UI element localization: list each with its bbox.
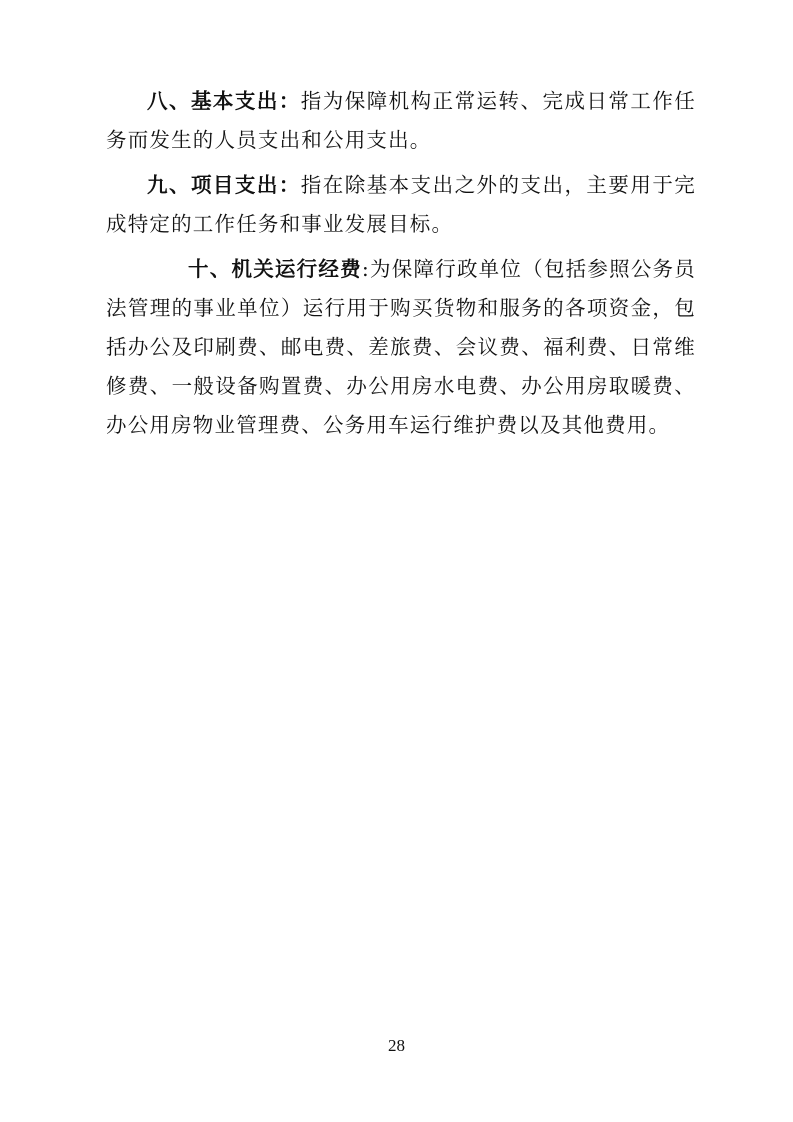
term-project-expenditure: 九、项目支出： (147, 173, 301, 197)
definition-project-expenditure: 指在除基本支出之外的支出，主要用于完成特定的工作任务和事业发展目标。 (106, 173, 696, 236)
term-basic-expenditure: 八、基本支出： (147, 89, 301, 113)
document-body (106, 82, 696, 451)
paragraph-operating-funds (106, 250, 696, 445)
paragraph-project-expenditure (106, 166, 696, 244)
term-operating-funds: 十、机关运行经费 (188, 257, 362, 281)
definition-basic-expenditure: 指为保障机构正常运转、完成日常工作任务而发生的人员支出和公用支出。 (106, 89, 696, 152)
paragraph-basic-expenditure (106, 82, 696, 160)
page-number: 28 (388, 1036, 405, 1055)
definition-operating-funds: :为保障行政单位（包括参照公务员法管理的事业单位）运行用于购买货物和服务的各项资金，包括办公及印刷费、邮电费、差旅费、会议费、福利费、日常维修费、一般设备购置费、办公用房水电费、办公用房取暖费、办公用房物业管理费、公务用车运行维护费以及其他费用。 (106, 257, 696, 437)
